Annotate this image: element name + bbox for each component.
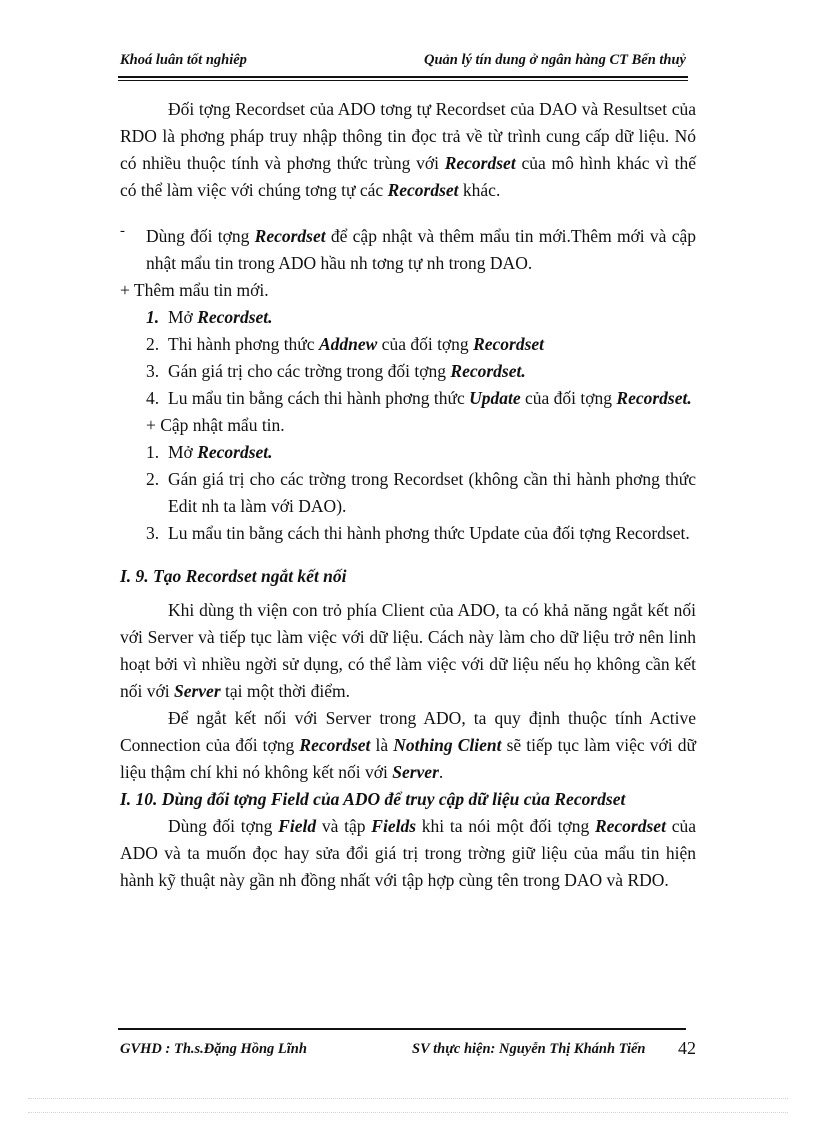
- list-number: 1.: [146, 442, 160, 462]
- footer-rule: [118, 1028, 686, 1030]
- text-run: của mô hình khác vì thế có thể làm việc với chúng tơng tự các: [120, 153, 696, 200]
- update-section-title: + Cập nhật mẩu tin.: [146, 415, 285, 435]
- page-footer: [120, 1038, 696, 1062]
- emphasis-text: Recordset.: [450, 361, 526, 381]
- text-run: Mở: [168, 442, 198, 462]
- text-run: của đối tợng: [520, 388, 617, 408]
- text-run: Gán giá trị cho các trờng trong Recordset (không cần thi hành phơng thức Edit nh ta làm với DAO).: [168, 469, 696, 516]
- bullet-paragraph: [120, 223, 696, 277]
- list-item: [120, 358, 696, 385]
- emphasis-text: Recordset: [387, 180, 459, 200]
- list-item: [120, 439, 696, 466]
- page-number: 42: [678, 1038, 696, 1058]
- section-9-paragraph-2: [120, 705, 696, 786]
- list-item: [120, 304, 696, 331]
- list-number: 2.: [146, 334, 160, 354]
- header-rule: [118, 76, 688, 81]
- text-run: của ADO và ta muốn đọc hay sửa đổi giá trị trong trờng giữ liệu của mẩu tin hiện hành kỹ thuật này gần nh đồng nhất với tập hợp cùng tên trong DAO và RDO.: [120, 816, 696, 890]
- text-run: là: [370, 735, 394, 755]
- list-item: [120, 385, 696, 412]
- header-left-title: Khoá luân tốt nghiêp: [120, 52, 247, 68]
- text-run: Mở: [168, 307, 198, 327]
- section-9-heading: I. 9. Tạo Recordset ngắt kết nối: [120, 566, 347, 586]
- section-10-paragraph: [120, 813, 696, 894]
- text-run: Thi hành phơng thức: [168, 334, 319, 354]
- emphasis-text: Server: [392, 762, 439, 782]
- section-9-paragraph-1: [120, 597, 696, 705]
- text-run: sẽ tiếp tục làm việc với dữ liệu thậm chí khi nó không kết nối với: [120, 735, 696, 782]
- text-run: Khi dùng th viện con trỏ phía Client của ADO, ta có khả năng ngắt kết nối với Server và tiếp tục làm việc với dữ liệu. Cách này làm cho dữ liệu trở nên linh hoạt bởi vì nhiều ngời sử dụng, có thể làm việc với dữ liệu nếu họ không cần kết nối với: [120, 600, 696, 701]
- text-run: của đối tợng: [377, 334, 474, 354]
- emphasis-text: Recordset: [254, 226, 326, 246]
- text-run: khi ta nói một đối tợng: [416, 816, 595, 836]
- text-run: Để ngắt kết nối với Server trong ADO, ta quy định thuộc tính Active Connection của đối tợng: [120, 708, 696, 755]
- list-number: 3.: [146, 361, 160, 381]
- dotted-border: [28, 1112, 788, 1113]
- emphasis-text: Recordset.: [197, 442, 273, 462]
- text-run: Dùng đối tợng: [146, 226, 255, 246]
- emphasis-text: Field: [278, 816, 317, 836]
- list-item: [120, 466, 696, 520]
- dotted-border: [28, 1098, 788, 1099]
- footer-student: SV thực hiện: Nguyễn Thị Khánh Tiến: [412, 1041, 646, 1057]
- intro-paragraph: [120, 96, 696, 204]
- text-run: khác.: [458, 180, 501, 200]
- emphasis-text: Recordset: [473, 334, 545, 354]
- section-10-heading: I. 10. Dùng đối tợng Field của ADO để truy cập dữ liệu của Recordset: [120, 789, 626, 809]
- list-item: [120, 520, 696, 547]
- emphasis-text: Recordset: [594, 816, 666, 836]
- bullet-marker: -: [120, 223, 125, 239]
- text-run: Đối tợng Recordset của ADO tơng tự Recordset của DAO và Resultset của RDO là phơng pháp truy nhập thông tin đọc trả về từ trình cung cấp dữ liệu. Nó có nhiều thuộc tính và phơng thức trùng với: [120, 99, 696, 173]
- emphasis-text: Fields: [371, 816, 417, 836]
- footer-supervisor: GVHD : Th.s.Đặng Hồng Lĩnh: [120, 1041, 307, 1057]
- text-run: Dùng đối tợng: [168, 816, 279, 836]
- list-number: 4.: [146, 388, 160, 408]
- page-header: [120, 52, 686, 72]
- text-run: .: [438, 762, 444, 782]
- emphasis-text: Nothing Client: [393, 735, 502, 755]
- text-run: và tập: [316, 816, 372, 836]
- emphasis-text: Update: [469, 388, 521, 408]
- text-run: tại một thời điểm.: [220, 681, 350, 701]
- list-number: 2.: [146, 469, 160, 489]
- emphasis-text: Server: [173, 681, 221, 701]
- list-item: [120, 331, 696, 358]
- emphasis-text: Recordset.: [197, 307, 273, 327]
- add-section-title: + Thêm mẩu tin mới.: [120, 280, 269, 300]
- header-right-title: Quản lý tín dung ở ngân hàng CT Bến thuỷ: [423, 52, 686, 68]
- page-body: [120, 96, 696, 894]
- emphasis-text: Addnew: [318, 334, 378, 354]
- list-number: 3.: [146, 523, 160, 543]
- text-run: Lu mẩu tin bằng cách thi hành phơng thức: [168, 388, 470, 408]
- text-run: Gán giá trị cho các trờng trong đối tợng: [168, 361, 451, 381]
- text-run: Lu mẩu tin bằng cách thi hành phơng thức Update của đối tợng Recordset.: [168, 523, 690, 543]
- list-number: 1.: [146, 307, 160, 327]
- emphasis-text: Recordset: [444, 153, 516, 173]
- emphasis-text: Recordset.: [616, 388, 692, 408]
- emphasis-text: Recordset: [299, 735, 371, 755]
- text-run: để cập nhật và thêm mẩu tin mới.Thêm mới và cập nhật mẩu tin trong ADO hầu nh tơng tự nh trong DAO.: [146, 226, 696, 273]
